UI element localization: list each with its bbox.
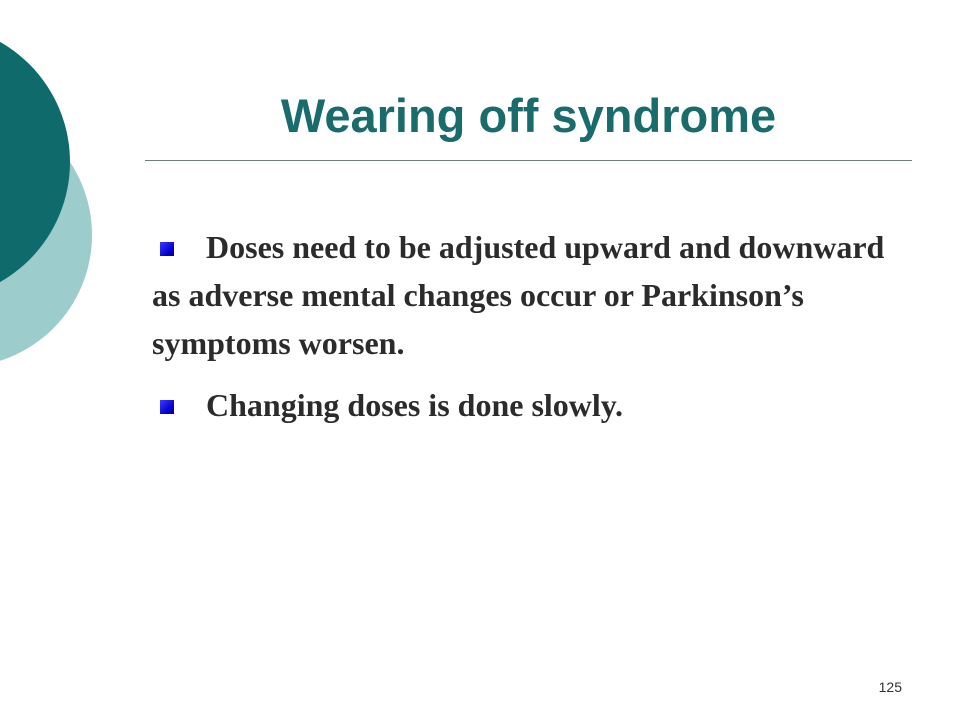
bullet-item [152,223,912,367]
bullet-text: Doses need to be adjusted upward and downward as adverse mental changes occur or Parkinson’s symptoms worsen. [152,229,885,361]
square-bullet-icon [160,400,174,414]
bullet-text: Changing doses is done slowly. [206,387,624,423]
bullet-list [152,223,912,443]
title-divider [145,160,912,161]
bullet-item [152,381,912,429]
square-bullet-icon [160,242,174,256]
slide-title: Wearing off syndrome [280,89,777,142]
page-number: 125 [878,679,902,695]
